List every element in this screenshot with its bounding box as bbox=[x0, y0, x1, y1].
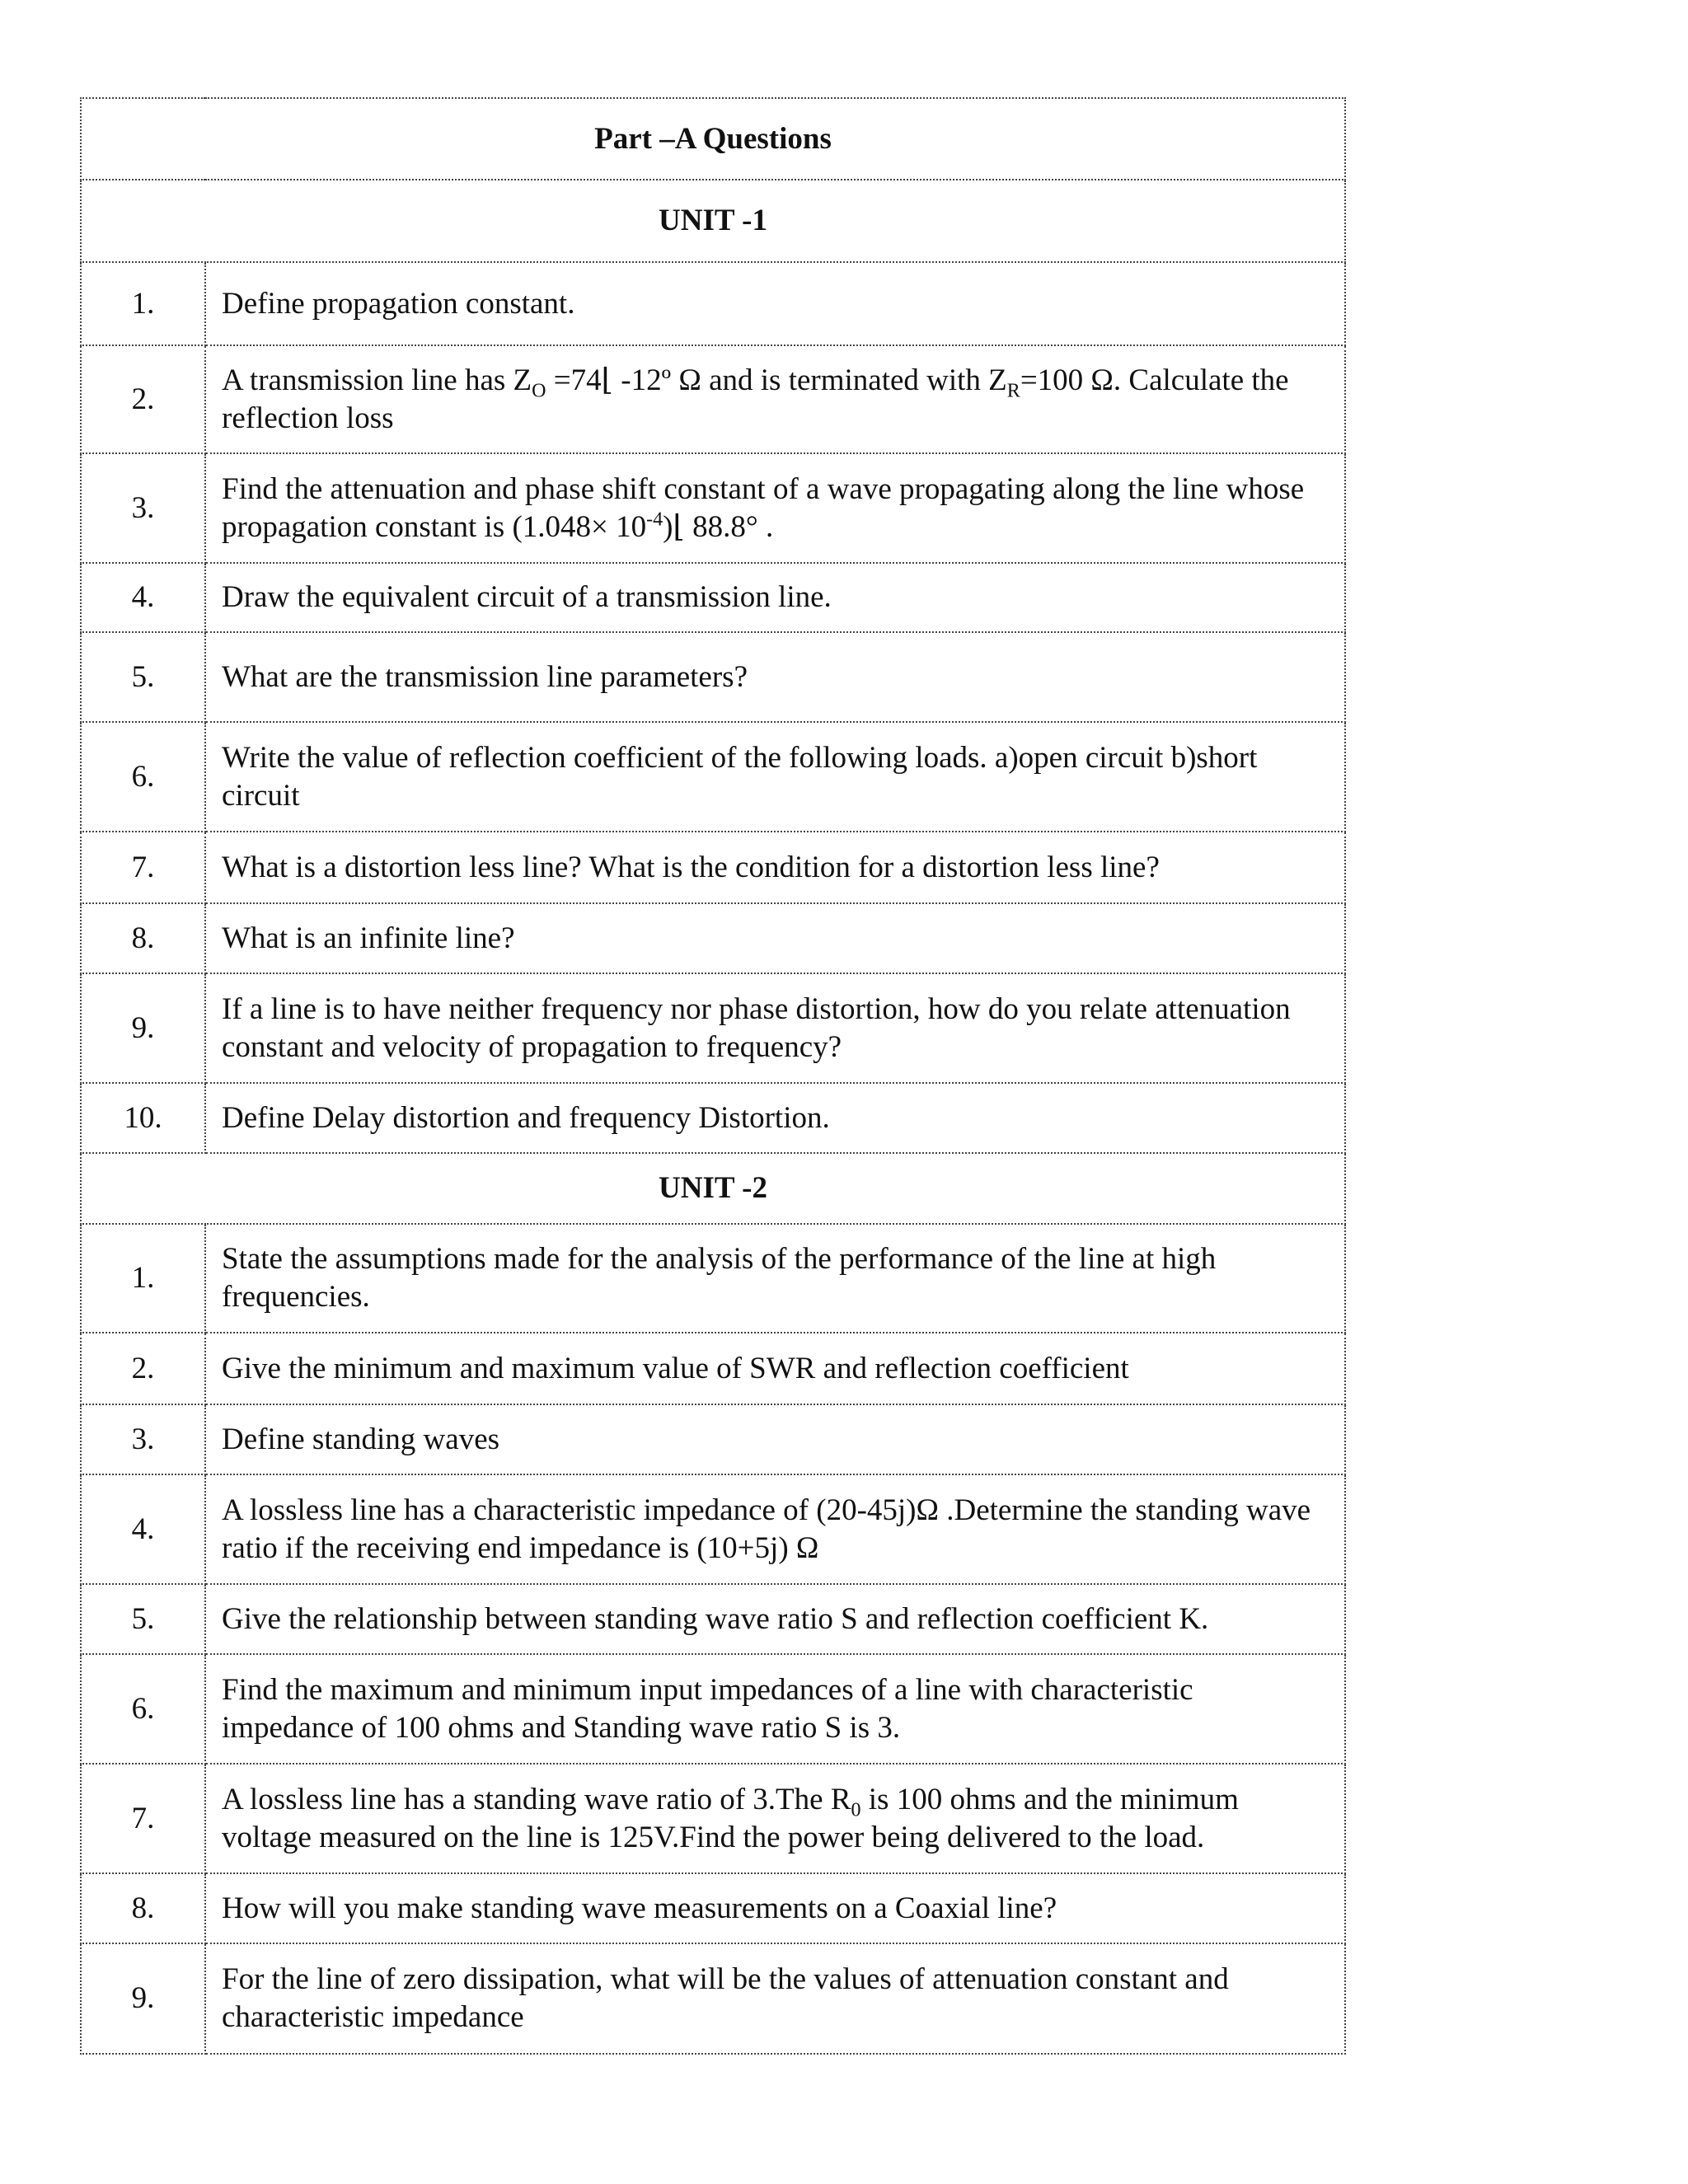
table-row bbox=[81, 722, 1345, 832]
question-text: A lossless line has a standing wave ratio of 3.The $R_0$ is 100 ohms and the minimum voltage measured on the line is 125V.Find the power being delivered to the load. bbox=[205, 1764, 1345, 1873]
question-number: 6. bbox=[81, 1654, 205, 1764]
question-text: A transmission line has $Z_O$ =74⌊ -12º Ω and is terminated with $Z_R=100$ Ω. Calculate the reflection loss bbox=[205, 345, 1345, 453]
question-number: 9. bbox=[81, 1943, 205, 2054]
question-text: Find the attenuation and phase shift constant of a wave propagating along the line whose propagation constant is $(1.048\times 10^{-4})⌊$ 88.8° . bbox=[205, 453, 1345, 563]
unit-heading: UNIT -2 bbox=[81, 1153, 1345, 1224]
question-text: What are the transmission line parameters? bbox=[205, 632, 1345, 722]
question-number: 3. bbox=[81, 1404, 205, 1474]
table-row bbox=[81, 832, 1345, 903]
question-text: Write the value of reflection coefficient of the following loads. a)open circuit b)short circuit bbox=[205, 722, 1345, 832]
question-text: Define standing waves bbox=[205, 1404, 1345, 1474]
table-row bbox=[81, 1764, 1345, 1873]
question-text: Give the relationship between standing wave ratio S and reflection coefficient K. bbox=[205, 1584, 1345, 1654]
question-number: 10. bbox=[81, 1083, 205, 1153]
question-number: 2. bbox=[81, 345, 205, 453]
question-number: 4. bbox=[81, 1474, 205, 1584]
table-row bbox=[81, 1584, 1345, 1654]
table-row bbox=[81, 262, 1345, 345]
question-number: 6. bbox=[81, 722, 205, 832]
question-number: 1. bbox=[81, 262, 205, 345]
table-row bbox=[81, 632, 1345, 722]
question-text: How will you make standing wave measurements on a Coaxial line? bbox=[205, 1873, 1345, 1943]
question-text: What is a distortion less line? What is the condition for a distortion less line? bbox=[205, 832, 1345, 903]
question-text: State the assumptions made for the analysis of the performance of the line at high frequencies. bbox=[205, 1224, 1345, 1333]
unit-heading-row bbox=[81, 1153, 1345, 1224]
table-row bbox=[81, 1333, 1345, 1404]
unit-heading-row bbox=[81, 180, 1345, 262]
question-number: 5. bbox=[81, 632, 205, 722]
table-row bbox=[81, 903, 1345, 973]
table-row bbox=[81, 1873, 1345, 1943]
question-number: 2. bbox=[81, 1333, 205, 1404]
question-text: A lossless line has a characteristic impedance of (20-45j)Ω .Determine the standing wave ratio if the receiving end impedance is (10+5j) Ω bbox=[205, 1474, 1345, 1584]
question-text: What is an infinite line? bbox=[205, 903, 1345, 973]
question-number: 9. bbox=[81, 973, 205, 1083]
table-row bbox=[81, 1654, 1345, 1764]
table-row bbox=[81, 1474, 1345, 1584]
question-text: Define Delay distortion and frequency Distortion. bbox=[205, 1083, 1345, 1153]
question-number: 3. bbox=[81, 453, 205, 563]
page-title: Part –A Questions bbox=[81, 98, 1345, 180]
table-row bbox=[81, 453, 1345, 563]
question-text: Draw the equivalent circuit of a transmission line. bbox=[205, 563, 1345, 632]
question-text: For the line of zero dissipation, what will be the values of attenuation constant and characteristic impedance bbox=[205, 1943, 1345, 2054]
questions-table bbox=[80, 97, 1346, 2055]
question-number: 8. bbox=[81, 903, 205, 973]
table-row bbox=[81, 563, 1345, 632]
question-text: If a line is to have neither frequency nor phase distortion, how do you relate attenuation constant and velocity of propagation to frequency? bbox=[205, 973, 1345, 1083]
question-text: Define propagation constant. bbox=[205, 262, 1345, 345]
title-row bbox=[81, 98, 1345, 180]
question-number: 4. bbox=[81, 563, 205, 632]
question-number: 1. bbox=[81, 1224, 205, 1333]
table-row bbox=[81, 1224, 1345, 1333]
question-text: Give the minimum and maximum value of SWR and reflection coefficient bbox=[205, 1333, 1345, 1404]
table-row bbox=[81, 973, 1345, 1083]
question-number: 7. bbox=[81, 1764, 205, 1873]
table-row bbox=[81, 1083, 1345, 1153]
table-row bbox=[81, 1404, 1345, 1474]
table-row bbox=[81, 1943, 1345, 2054]
question-number: 8. bbox=[81, 1873, 205, 1943]
unit-heading: UNIT -1 bbox=[81, 180, 1345, 262]
question-text: Find the maximum and minimum input impedances of a line with characteristic impedance of 100 ohms and Standing wave ratio S is 3. bbox=[205, 1654, 1345, 1764]
question-number: 7. bbox=[81, 832, 205, 903]
table-row bbox=[81, 345, 1345, 453]
question-number: 5. bbox=[81, 1584, 205, 1654]
